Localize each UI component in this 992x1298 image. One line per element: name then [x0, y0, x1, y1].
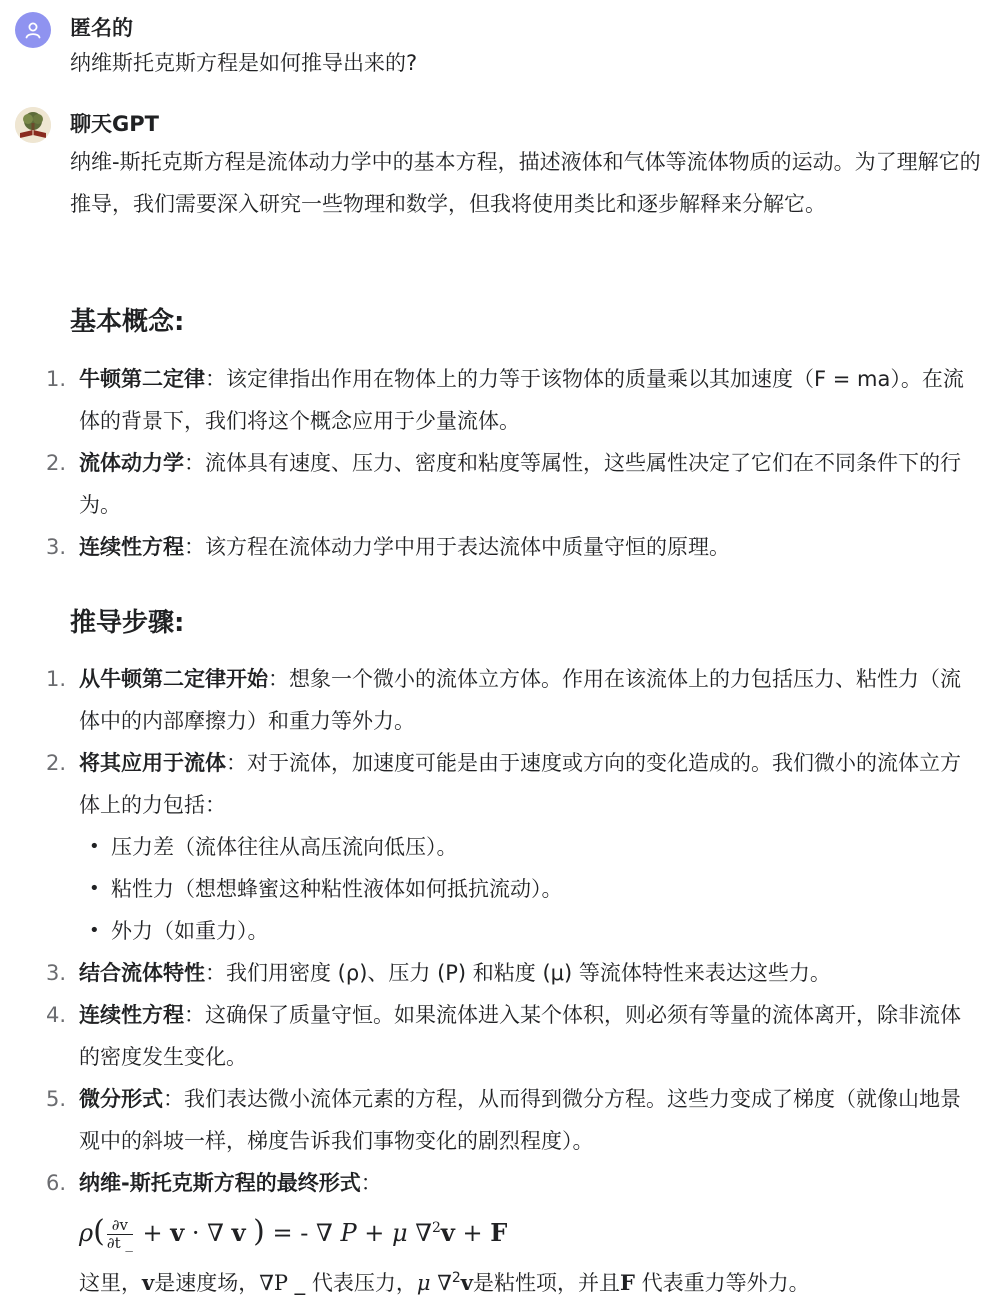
eq-paren-close: ) [253, 1214, 265, 1249]
user-question: 纳维斯托克斯方程是如何推导出来的? [70, 51, 418, 75]
eq-square: 2 [432, 1220, 441, 1236]
explanation-nabla: ∇ [437, 1271, 452, 1295]
list-item [0, 442, 969, 526]
explanation-f: F [620, 1270, 635, 1295]
list-term: 连续性方程 [79, 1003, 184, 1027]
list-number: 3. [46, 961, 67, 985]
list-text: ：这确保了质量守恒。如果流体进入某个体积，则必须有等量的流体离开，除非流体的密度发生变化。 [79, 1003, 961, 1069]
eq-frac-denominator-text: ∂t [106, 1234, 121, 1252]
explanation-v: v [142, 1270, 155, 1295]
explanation-text: 是速度场， [154, 1271, 260, 1295]
assistant-name: 聊天GPT [70, 112, 159, 136]
eq-v: v [231, 1218, 246, 1247]
eq-minus: - [300, 1219, 309, 1247]
list-item [0, 1162, 969, 1298]
assistant-intro: 纳维-斯托克斯方程是流体动力学中的基本方程，描述液体和气体等流体物质的运动。为了理解它的推导，我们需要深入研究一些物理和数学，但我将使用类比和逐步解释来分解它。 [70, 150, 981, 216]
list-number: 2. [46, 451, 67, 475]
list-term: 流体动力学 [79, 451, 184, 475]
eq-plus: + [364, 1219, 385, 1247]
eq-mu: μ [391, 1219, 408, 1247]
list-term: 微分形式 [79, 1087, 163, 1111]
eq-v: v [170, 1218, 185, 1247]
list-term: 将其应用于流体 [79, 751, 226, 775]
list-text: ：流体具有速度、压力、密度和粘度等属性，这些属性决定了它们在不同条件下的行为。 [79, 451, 961, 517]
explanation-mu: μ [416, 1271, 431, 1295]
list-text: ：想象一个微小的流体立方体。作用在该流体上的力包括压力、粘性力（流体中的内部摩擦力）和重力等外力。 [79, 667, 961, 733]
list-number: 1. [46, 367, 67, 391]
force-bullet-list [79, 826, 969, 952]
bullet-item: • 压力差（流体往往从高压流向低压）。 [79, 826, 969, 868]
list-number: 3. [46, 535, 67, 559]
assistant-avatar [15, 107, 51, 143]
list-number: 1. [46, 667, 67, 691]
list-item [0, 1078, 969, 1162]
explanation-gradp: ∇P [259, 1271, 288, 1295]
list-text: ：我们表达微小流体元素的方程，从而得到微分方程。这些力变成了梯度（就像山地景观中的斜坡一样，梯度告诉我们事物变化的剧烈程度）。 [79, 1087, 961, 1153]
explanation-text: 代表重力等外力。 [634, 1271, 810, 1295]
eq-pressure: P [340, 1219, 357, 1247]
section-title-basic-concepts: 基本概念: [70, 307, 185, 337]
derivation-steps-list [0, 658, 980, 1298]
list-term: 连续性方程 [79, 535, 184, 559]
eq-v: v [440, 1218, 455, 1247]
eq-frac-denominator [107, 1235, 133, 1252]
eq-rho: ρ [79, 1219, 94, 1247]
list-number: 5. [46, 1087, 67, 1111]
list-term: 结合流体特性 [79, 961, 205, 985]
list-text: ： [360, 1171, 382, 1195]
explanation-text: _ 代表压力， [288, 1271, 417, 1295]
eq-force: F [490, 1218, 508, 1247]
list-term: 纳维-斯托克斯方程的最终形式 [79, 1171, 361, 1195]
list-item [0, 952, 969, 994]
list-number: 4. [46, 1003, 67, 1027]
user-icon [23, 20, 43, 40]
eq-underscore: _ [125, 1234, 133, 1252]
bullet-item: • 外力（如重力）。 [79, 910, 969, 952]
eq-dot: · [191, 1219, 200, 1247]
list-term: 从牛顿第二定律开始 [79, 667, 268, 691]
user-avatar [15, 12, 51, 48]
list-term: 牛顿第二定律 [79, 367, 205, 391]
list-number: 2. [46, 751, 67, 775]
basic-concepts-list [0, 358, 980, 568]
eq-plus: + [462, 1219, 483, 1247]
list-number: 6. [46, 1171, 67, 1195]
list-text: ：该定律指出作用在物体上的力等于该物体的质量乘以其加速度（F = ma）。在流体的背景下，我们将这个概念应用于少量流体。 [79, 367, 964, 433]
eq-nabla: ∇ [207, 1219, 224, 1247]
equation-explanation [79, 1257, 969, 1298]
eq-frac-numerator: ∂v [107, 1217, 133, 1235]
section-title-derivation-steps: 推导步骤: [70, 608, 185, 638]
user-name: 匿名的 [70, 16, 133, 40]
eq-paren-open: ( [93, 1214, 105, 1249]
eq-equals: = [272, 1219, 293, 1247]
eq-nabla: ∇ [415, 1219, 432, 1247]
navier-stokes-equation [79, 1204, 969, 1257]
list-item [0, 742, 969, 952]
explanation-text: 这里， [79, 1271, 142, 1295]
list-item [0, 358, 969, 442]
explanation-square: 2 [451, 1270, 461, 1286]
eq-plus: + [142, 1219, 163, 1247]
bullet-item: • 粘性力（想想蜂蜜这种粘性液体如何抵抗流动）。 [79, 868, 969, 910]
explanation-text: 是粘性项，并且 [473, 1271, 620, 1295]
list-item [0, 658, 969, 742]
eq-partial-fraction [107, 1217, 133, 1252]
list-item [0, 526, 969, 568]
eq-nabla: ∇ [316, 1219, 333, 1247]
list-item [0, 994, 969, 1078]
list-text: ：该方程在流体动力学中用于表达流体中质量守恒的原理。 [184, 535, 730, 559]
list-text: ：我们用密度 (ρ)、压力 (P) 和粘度 (μ) 等流体特性来表达这些力。 [205, 961, 831, 985]
list-text: ：对于流体，加速度可能是由于速度或方向的变化造成的。我们微小的流体立方体上的力包括： [79, 751, 961, 817]
book-tree-icon [15, 107, 51, 143]
explanation-v: v [460, 1270, 473, 1295]
